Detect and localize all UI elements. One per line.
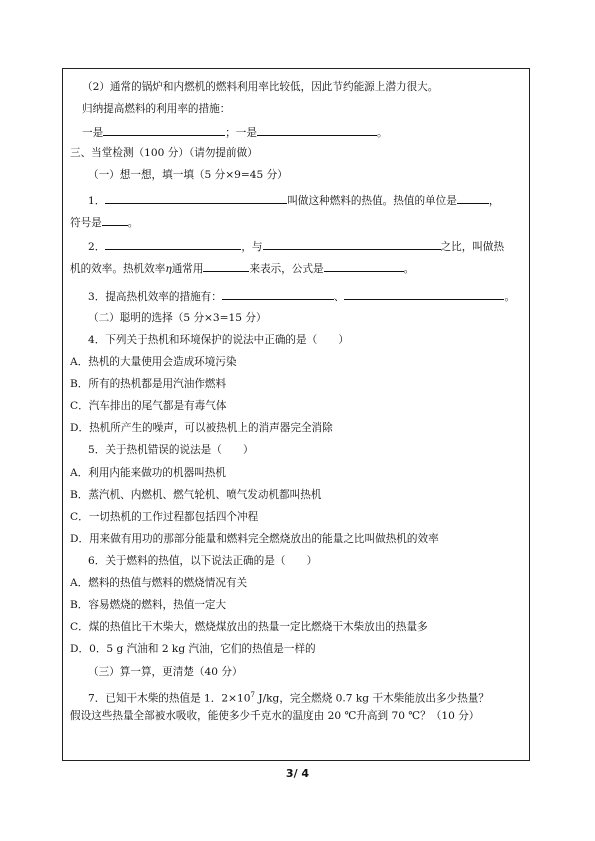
question-7 xyxy=(88,688,489,706)
text: ，与 xyxy=(241,241,263,253)
text: 2． xyxy=(88,241,106,253)
text: 之比，叫做热 xyxy=(440,241,505,253)
text: 来表示，公式是 xyxy=(249,263,324,275)
text: 一是 xyxy=(82,127,104,139)
text: J/kg，完全燃烧 0.7 kg 干木柴能放出多少热量？ xyxy=(254,692,489,705)
option-5d[interactable]: D．用来做有用功的那部分能量和燃料完全燃烧放出的能量之比叫做热机的效率 xyxy=(70,533,439,545)
answer-blank[interactable] xyxy=(324,260,404,272)
part3-heading: （三）算一算，更清楚（40 分） xyxy=(88,666,243,678)
option-6b[interactable]: B．容易燃烧的燃料，热值一定大 xyxy=(70,599,227,611)
text: 。 xyxy=(127,217,139,229)
eta-symbol: η xyxy=(165,263,172,275)
option-4b[interactable]: B．所有的热机都是用汽油作燃料 xyxy=(70,378,227,390)
page-number: 3/ 4 xyxy=(285,767,310,780)
answer-blank[interactable] xyxy=(105,192,287,204)
answer-blank[interactable] xyxy=(222,288,334,300)
question-7-cont: 假设这些热量全部被水吸收，能使多少千克水的温度由 20 ℃升高到 70 ℃？（10 分） xyxy=(70,710,480,722)
text: ， xyxy=(488,195,500,207)
text: 3．提高热机效率的措施有： xyxy=(88,291,222,303)
option-5a[interactable]: A．利用内能来做功的机器叫热机 xyxy=(70,467,226,479)
answer-blank[interactable] xyxy=(102,214,128,226)
answer-blank[interactable] xyxy=(257,124,377,136)
text: 符号是 xyxy=(70,217,102,229)
part2-heading: （二）聪明的选择（5 分×3=15 分） xyxy=(88,312,267,324)
answer-blank[interactable] xyxy=(263,238,441,250)
exponent: 7 xyxy=(250,691,255,699)
intro-measures-label: 归纳提高燃料的利用率的措施： xyxy=(82,103,231,115)
question-1-cont xyxy=(70,214,138,230)
text: 1． xyxy=(88,195,106,207)
text: 通常用 xyxy=(171,263,204,275)
question-6: 6．关于燃料的热值，以下说法正确的是（ ） xyxy=(88,555,318,567)
option-4d[interactable]: D．热机所产生的噪声，可以被热机上的消声器完全消除 xyxy=(70,422,333,434)
option-6c[interactable]: C．煤的热值比干木柴大，燃烧煤放出的热量一定比燃烧干木柴放出的热量多 xyxy=(70,621,428,633)
answer-blank[interactable] xyxy=(105,238,241,250)
text: 、 xyxy=(333,291,345,303)
option-4a[interactable]: A．热机的大量使用会造成环境污染 xyxy=(70,356,237,368)
text: 7．已知干木柴的热值是 1．2×10 xyxy=(88,692,251,705)
question-5: 5．关于热机错误的说法是（ ） xyxy=(88,444,254,456)
text: 。 xyxy=(376,127,388,139)
intro-measures-blanks xyxy=(82,124,388,140)
option-4c[interactable]: C．汽车排出的尾气都是有毒气体 xyxy=(70,400,227,412)
text: 叫做这种燃料的热值。热值的单位是 xyxy=(287,195,457,207)
option-5b[interactable]: B．蒸汽机、内燃机、燃气轮机、喷气发动机都叫热机 xyxy=(70,489,322,501)
answer-blank[interactable] xyxy=(203,260,249,272)
text: 。 xyxy=(403,263,415,275)
section-heading: 三、当堂检测（100 分）（请勿提前做） xyxy=(70,147,258,159)
question-4: 4．下列关于热机和环境保护的说法中正确的是（ ） xyxy=(88,334,349,346)
intro-paragraph: （2）通常的锅炉和内燃机的燃料利用率比较低，因此节约能源上潜力很大。 xyxy=(82,81,439,93)
text: ；一是 xyxy=(225,127,257,139)
option-6a[interactable]: A．燃料的热值与燃料的燃烧情况有关 xyxy=(70,577,248,589)
question-2 xyxy=(88,238,504,254)
text: 。 xyxy=(504,291,516,303)
option-5c[interactable]: C．一切热机的工作过程都包括四个冲程 xyxy=(70,511,259,523)
question-2-cont xyxy=(70,260,414,276)
question-1 xyxy=(88,192,499,208)
option-6d[interactable]: D．0．5 g 汽油和 2 kg 汽油，它们的热值是一样的 xyxy=(70,643,316,655)
text: 机的效率。热机效率 xyxy=(70,263,166,275)
part1-heading: （一）想一想，填一填（5 分×9=45 分） xyxy=(88,169,288,181)
answer-blank[interactable] xyxy=(344,288,504,300)
answer-blank[interactable] xyxy=(457,192,489,204)
answer-blank[interactable] xyxy=(103,124,225,136)
question-3 xyxy=(88,288,515,304)
